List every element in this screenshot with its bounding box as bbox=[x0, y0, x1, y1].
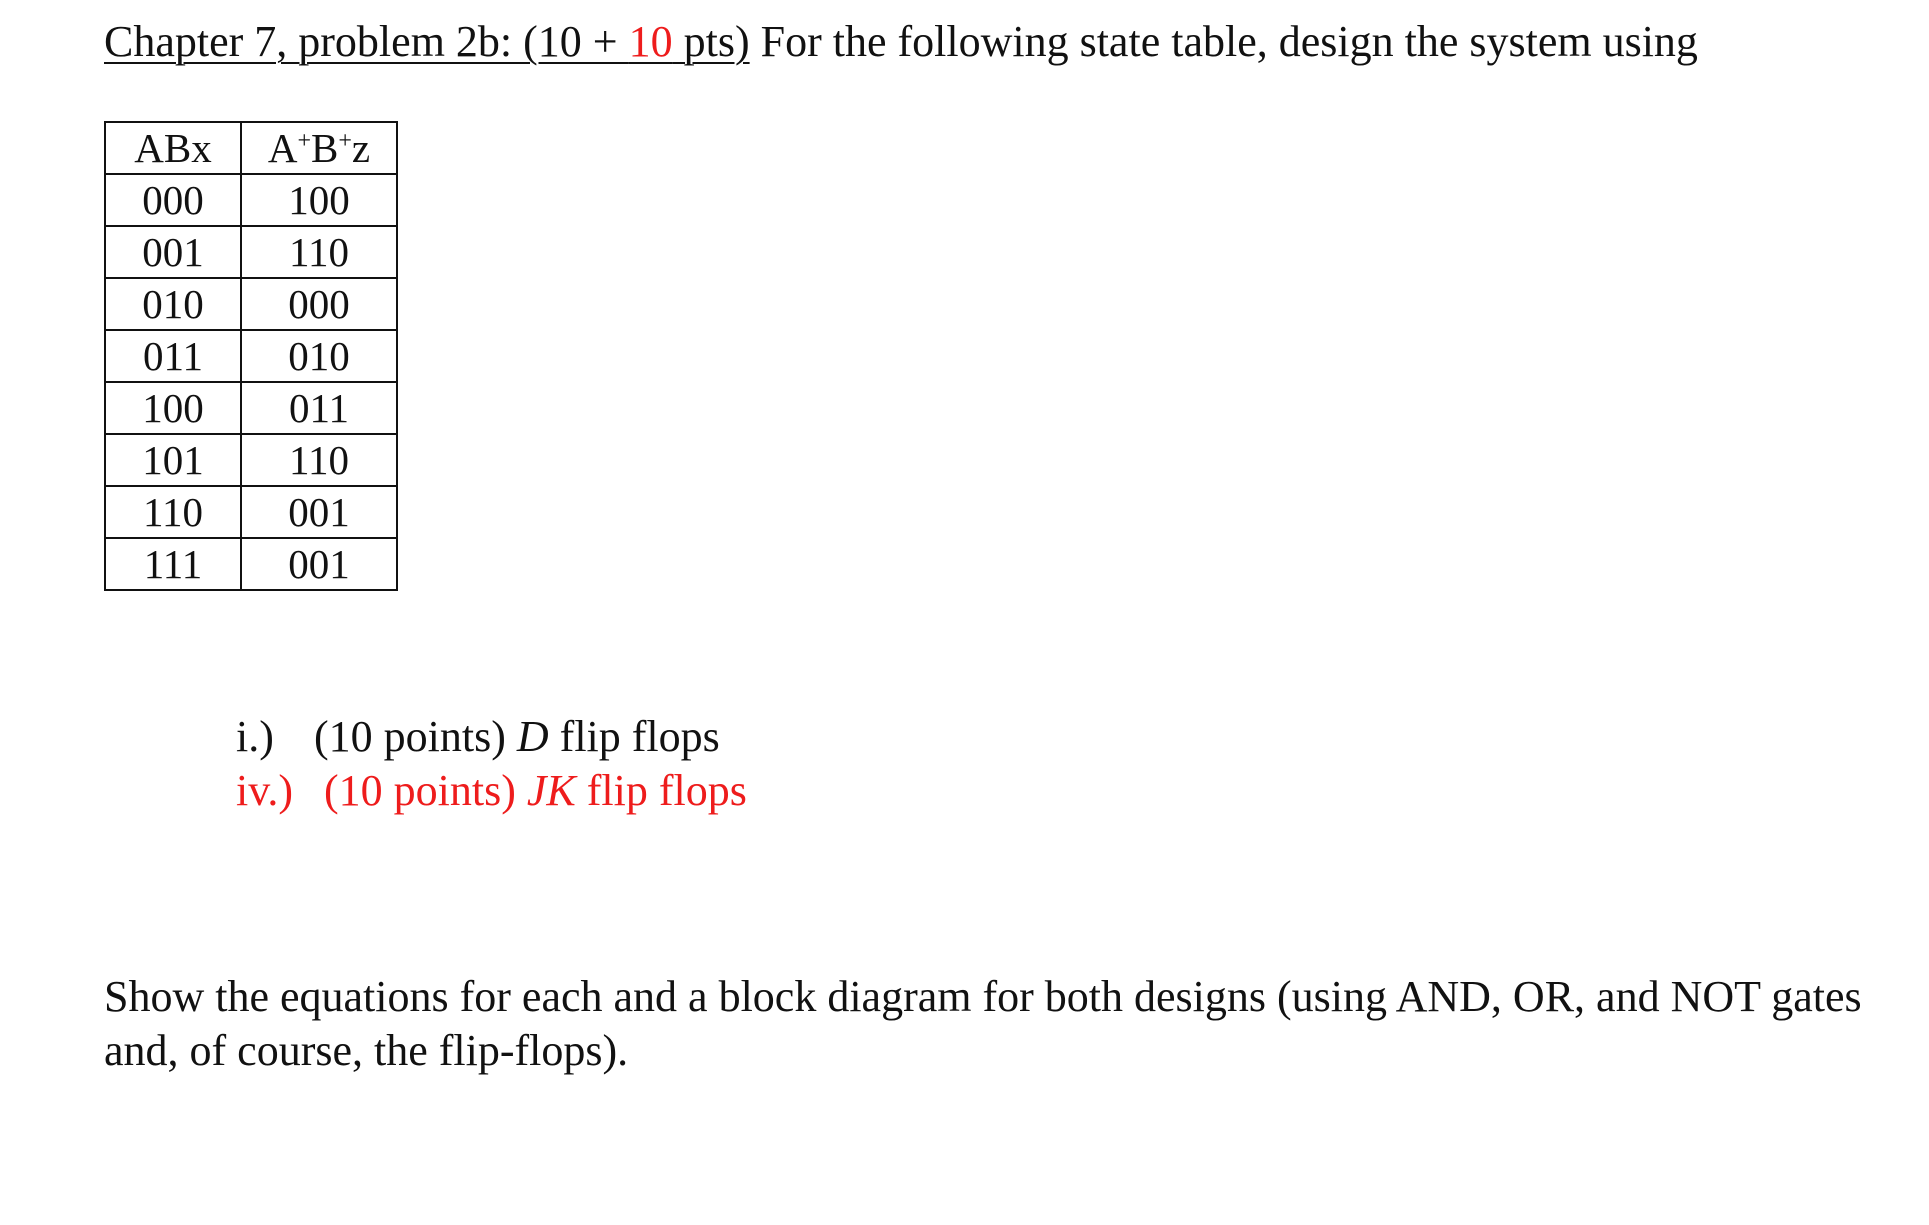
problem-heading bbox=[104, 14, 1698, 70]
option-letter: D bbox=[516, 712, 549, 761]
header-plus-a: + bbox=[297, 128, 312, 154]
header-next-a: A bbox=[267, 125, 298, 171]
header-next-z: z bbox=[351, 125, 371, 171]
instructions-paragraph: Show the equations for each and a block diagram for both designs (using AND, OR, and NOT gates and, of course, the flip-flops). bbox=[104, 972, 1862, 1075]
current-state-cell: 101 bbox=[105, 434, 241, 486]
current-state-cell: 011 bbox=[105, 330, 241, 382]
current-state-cell: 111 bbox=[105, 538, 241, 590]
option-number: iv.) bbox=[236, 766, 294, 815]
state-table-header-row bbox=[105, 122, 397, 174]
option-points: (10 points) bbox=[324, 766, 516, 815]
next-state-cell: 011 bbox=[241, 382, 397, 434]
heading-underlined bbox=[104, 17, 750, 66]
table-row bbox=[105, 226, 397, 278]
current-state-cell: 100 bbox=[105, 382, 241, 434]
table-row bbox=[105, 174, 397, 226]
option-d-flip-flops bbox=[236, 710, 747, 764]
header-next-b: B bbox=[311, 125, 339, 171]
header-plus-b: + bbox=[338, 128, 352, 154]
current-state-cell: 110 bbox=[105, 486, 241, 538]
option-jk-flip-flops bbox=[236, 764, 747, 818]
heading-rest: For the following state table, design the system using bbox=[749, 17, 1698, 66]
option-number: i.) bbox=[236, 712, 274, 761]
current-state-cell: 001 bbox=[105, 226, 241, 278]
next-state-cell: 001 bbox=[241, 486, 397, 538]
header-current-state: ABx bbox=[105, 122, 241, 174]
current-state-cell: 010 bbox=[105, 278, 241, 330]
option-points: (10 points) bbox=[314, 712, 506, 761]
table-row bbox=[105, 434, 397, 486]
heading-points-suffix: pts) bbox=[672, 17, 750, 66]
table-row bbox=[105, 278, 397, 330]
option-letter: JK bbox=[526, 766, 576, 815]
design-options-list bbox=[236, 710, 747, 818]
next-state-cell: 010 bbox=[241, 330, 397, 382]
heading-red-points: 10 bbox=[628, 17, 673, 66]
next-state-cell: 110 bbox=[241, 434, 397, 486]
table-row bbox=[105, 382, 397, 434]
table-row bbox=[105, 330, 397, 382]
next-state-cell: 110 bbox=[241, 226, 397, 278]
state-table bbox=[104, 121, 398, 591]
option-text: flip flops bbox=[559, 712, 720, 761]
option-text: flip flops bbox=[586, 766, 747, 815]
next-state-cell: 100 bbox=[241, 174, 397, 226]
heading-prefix: Chapter 7, problem 2b: (10 + bbox=[104, 17, 629, 66]
table-row bbox=[105, 538, 397, 590]
next-state-cell: 000 bbox=[241, 278, 397, 330]
current-state-cell: 000 bbox=[105, 174, 241, 226]
table-row bbox=[105, 486, 397, 538]
header-next-state bbox=[241, 122, 397, 174]
next-state-cell: 001 bbox=[241, 538, 397, 590]
